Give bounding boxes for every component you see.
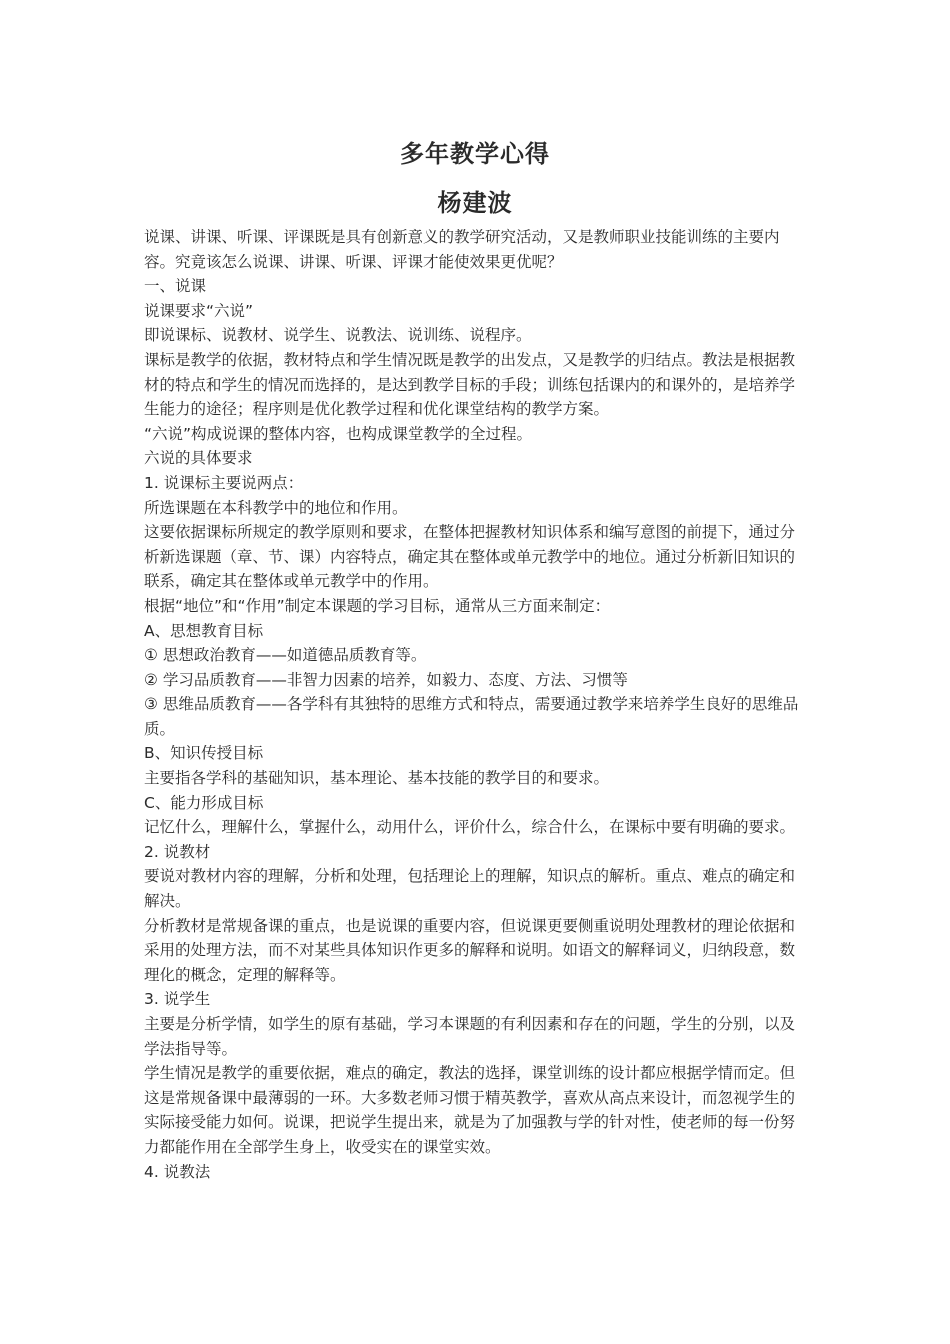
- document-title: 多年教学心得: [400, 140, 550, 168]
- paragraph: 说课要求“六说”: [144, 301, 254, 320]
- document-author: 杨建波: [437, 189, 513, 217]
- paragraph: 学生情况是教学的重要依据，难点的确定，教法的选择，课堂训练的设计都应根据学情而定。但这是常规备课中最薄弱的一环。大多数老师习惯于精英教学，喜欢从高点来设计，而忽视学生的实际接受能力如何。说课，把说学生提出来，就是为了加强教与学的针对性，使老师的每一份努力都能作用在全部学生身上，收受实在的课堂实效。: [144, 1064, 796, 1156]
- list-item: ① 思想政治教育——如道德品质教育等。: [144, 646, 427, 665]
- paragraph-intro: 说课、讲课、听课、评课既是具有创新意义的教学研究活动，又是教师职业技能训练的主要内容。究竟该怎么说课、讲课、听课、评课才能使效果更优呢？: [144, 228, 780, 271]
- paragraph: 要说对教材内容的理解，分析和处理，包括理论上的理解，知识点的解析。重点、难点的确定和解决。: [144, 867, 796, 911]
- numbered-heading: 3. 说学生: [144, 990, 211, 1009]
- paragraph: 主要是分析学情，如学生的原有基础，学习本课题的有利因素和存在的问题，学生的分别，以及学法指导等。: [144, 1015, 796, 1058]
- numbered-heading: 2. 说教材: [144, 842, 211, 861]
- list-item: ③ 思维品质教育——各学科有其独特的思维方式和特点，需要通过教学来培养学生良好的思维品质。: [144, 695, 799, 738]
- subheading: 六说的具体要求: [144, 449, 253, 468]
- document-body: [144, 225, 810, 1184]
- lettered-heading: A、思想教育目标: [144, 621, 264, 640]
- numbered-heading: 1. 说课标主要说两点：: [144, 473, 304, 492]
- paragraph: 所选课题在本科教学中的地位和作用。: [144, 498, 408, 517]
- paragraph: 课标是教学的依据，教材特点和学生情况既是教学的出发点，又是教学的归结点。教法是根据教材的特点和学生的情况而选择的，是达到教学目标的手段；训练包括课内的和课外的，是培养学生能力的途径；程序则是优化教学过程和优化课堂结构的教学方案。: [144, 350, 796, 419]
- paragraph: 这要依据课标所规定的教学原则和要求，在整体把握教材知识体系和编写意图的前提下，通过分析新选课题（章、节、课）内容特点，确定其在整体或单元教学中的地位。通过分析新旧知识的联系，确定其在整体或单元教学中的作用。: [144, 523, 796, 591]
- numbered-heading: 4. 说教法: [144, 1162, 211, 1181]
- lettered-heading: B、知识传授目标: [144, 744, 264, 763]
- paragraph: 即说课标、说教材、说学生、说教法、说训练、说程序。: [144, 326, 532, 345]
- list-item: ② 学习品质教育——非智力因素的培养，如毅力、态度、方法、习惯等: [144, 670, 628, 689]
- paragraph: 记忆什么，理解什么，掌握什么，动用什么，评价什么，综合什么，在课标中要有明确的要求。: [144, 818, 796, 837]
- heading-section-1: 一、说课: [144, 277, 207, 296]
- paragraph: 分析教材是常规备课的重点，也是说课的重要内容，但说课更要侧重说明处理教材的理论依据和采用的处理方法，而不对某些具体知识作更多的解释和说明。如语文的解释词义，归纳段意，数理化的概念，定理的解释等。: [144, 916, 796, 984]
- paragraph: 主要指各学科的基础知识，基本理论、基本技能的教学目的和要求。: [144, 769, 610, 788]
- paragraph: “六说”构成说课的整体内容，也构成课堂教学的全过程。: [144, 424, 533, 443]
- lettered-heading: C、能力形成目标: [144, 793, 264, 812]
- paragraph: 根据“地位”和“作用”制定本课题的学习目标，通常从三方面来制定：: [144, 596, 611, 615]
